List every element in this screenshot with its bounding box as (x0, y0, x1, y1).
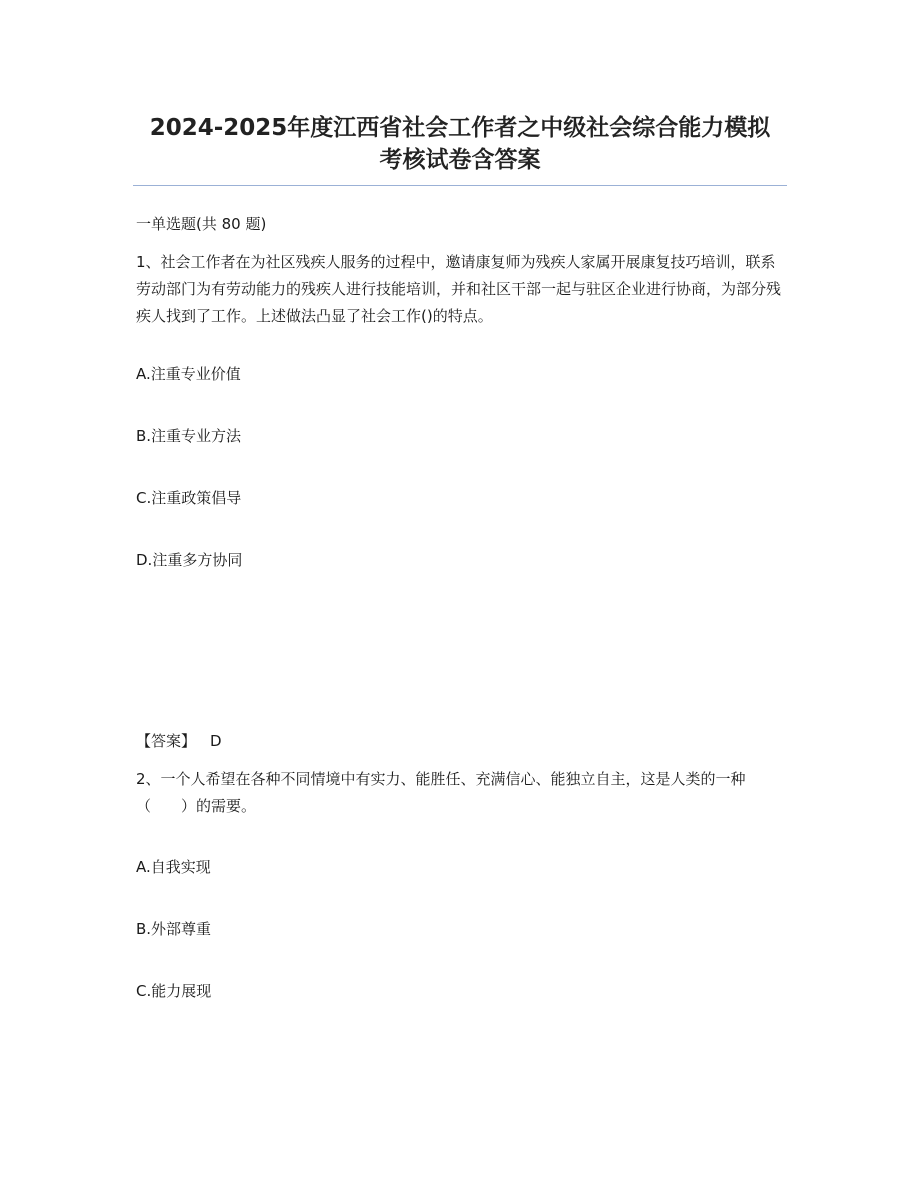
question-2-option-c: C.能力展现 (136, 982, 212, 1000)
question-1-option-a: A.注重专业价值 (136, 365, 241, 383)
title-divider (133, 185, 787, 186)
question-1-option-d: D.注重多方协同 (136, 551, 243, 569)
question-2-stem: 2、一个人希望在各种不同情境中有实力、能胜任、充满信心、能独立自主，这是人类的一种（ ）的需要。 (136, 770, 746, 815)
question-1-option-c: C.注重政策倡导 (136, 489, 242, 507)
title-line-2: 考核试卷含答案 (379, 147, 541, 173)
question-1-stem: 1、社会工作者在为社区残疾人服务的过程中，邀请康复师为残疾人家属开展康复技巧培训，联系劳动部门为有劳动能力的残疾人进行技能培训，并和社区干部一起与驻区企业进行协商，为部分残疾人找到了工作。上述做法凸显了社会工作()的特点。 (136, 253, 782, 325)
document-title (0, 112, 920, 176)
question-1-answer (136, 730, 222, 752)
question-1-option-b: B.注重专业方法 (136, 427, 242, 445)
section-heading: 一单选题(共 80 题) (136, 215, 267, 233)
answer-label: 【答案】 (136, 732, 197, 750)
question-2-option-b: B.外部尊重 (136, 920, 212, 938)
title-line-1: 2024-2025年度江西省社会工作者之中级社会综合能力模拟 (149, 115, 771, 141)
answer-value: D (210, 732, 222, 750)
question-2-option-a: A.自我实现 (136, 858, 211, 876)
